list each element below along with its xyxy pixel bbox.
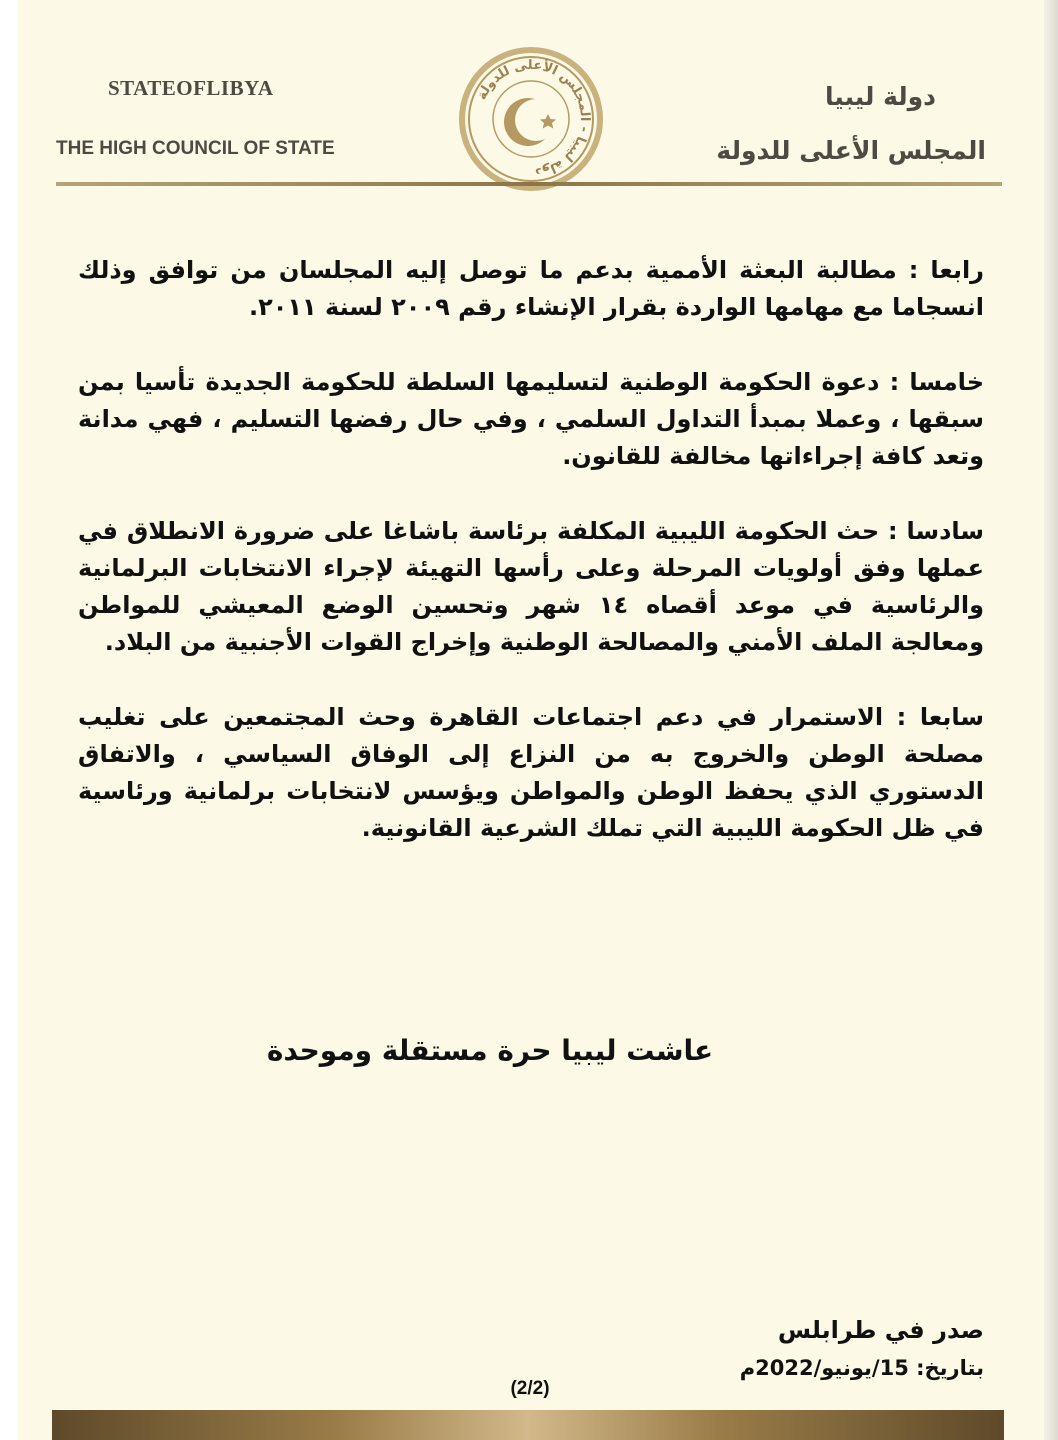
document-body bbox=[78, 252, 984, 885]
header-english-state: STATEOFLIBYA bbox=[108, 76, 274, 100]
page-edge-shadow bbox=[1044, 0, 1058, 1440]
closing-slogan: عاشت ليبيا حرة مستقلة وموحدة bbox=[266, 1034, 714, 1067]
paragraph-fourth: رابعا : مطالبة البعثة الأممية بدعم ما توصل إليه المجلسان من توافق وذلك انسجاما مع مهامها الواردة بقرار الإنشاء رقم ٢٠٠٩ لسنة ٢٠١١. bbox=[78, 256, 984, 321]
header-english-council: THE HIGH COUNCIL OF STATE bbox=[56, 138, 335, 159]
paragraph-seventh: سابعا : الاستمرار في دعم اجتماعات القاهرة وحث المجتمعين على تغليب مصلحة الوطن والخروج به من النزاع إلى الوفاق السياسي ، والاتفاق الدستوري الذي يحفظ الوطن والمواطن ويؤسس لانتخابات برلمانية ورئاسية في ظل الحكومة الليبية التي تملك الشرعية القانونية. bbox=[78, 703, 984, 842]
header-arabic-council: المجلس الأعلى للدولة bbox=[716, 136, 986, 165]
crescent-star-seal-icon bbox=[456, 44, 606, 194]
paragraph-fifth: خامسا : دعوة الحكومة الوطنية لتسليمها السلطة للحكومة الجديدة تأسيا بمن سبقها ، وعملا بمبدأ التداول السلمي ، وفي حال رفضها التسليم ، فهي مدانة وتعد كافة إجراءاتها مخالفة للقانون. bbox=[78, 368, 984, 470]
header-divider bbox=[56, 182, 1002, 186]
issued-date: بتاريخ: 15/يونيو/2022م bbox=[739, 1356, 984, 1380]
header-arabic-state: دولة ليبيا bbox=[824, 82, 936, 111]
issued-place: صدر في طرابلس bbox=[777, 1316, 984, 1344]
seal-ring-text: دولة ليبيا - المجلس الأعلى للدولة bbox=[474, 57, 593, 180]
page-number: (2/2) bbox=[510, 1378, 550, 1399]
paragraph-sixth: سادسا : حث الحكومة الليبية المكلفة برئاسة باشاغا على ضرورة الانطلاق في عملها وفق أولويات المرحلة وعلى رأسها التهيئة لإجراء الانتخابات البرلمانية والرئاسية في موعد أقصاه ١٤ شهر وتحسين الوضع المعيشي للمواطن ومعالجة الملف الأمني والمصالحة الوطنية وإخراج القوات الأجنبية من البلاد. bbox=[78, 517, 984, 656]
footer-bar bbox=[52, 1410, 1004, 1440]
